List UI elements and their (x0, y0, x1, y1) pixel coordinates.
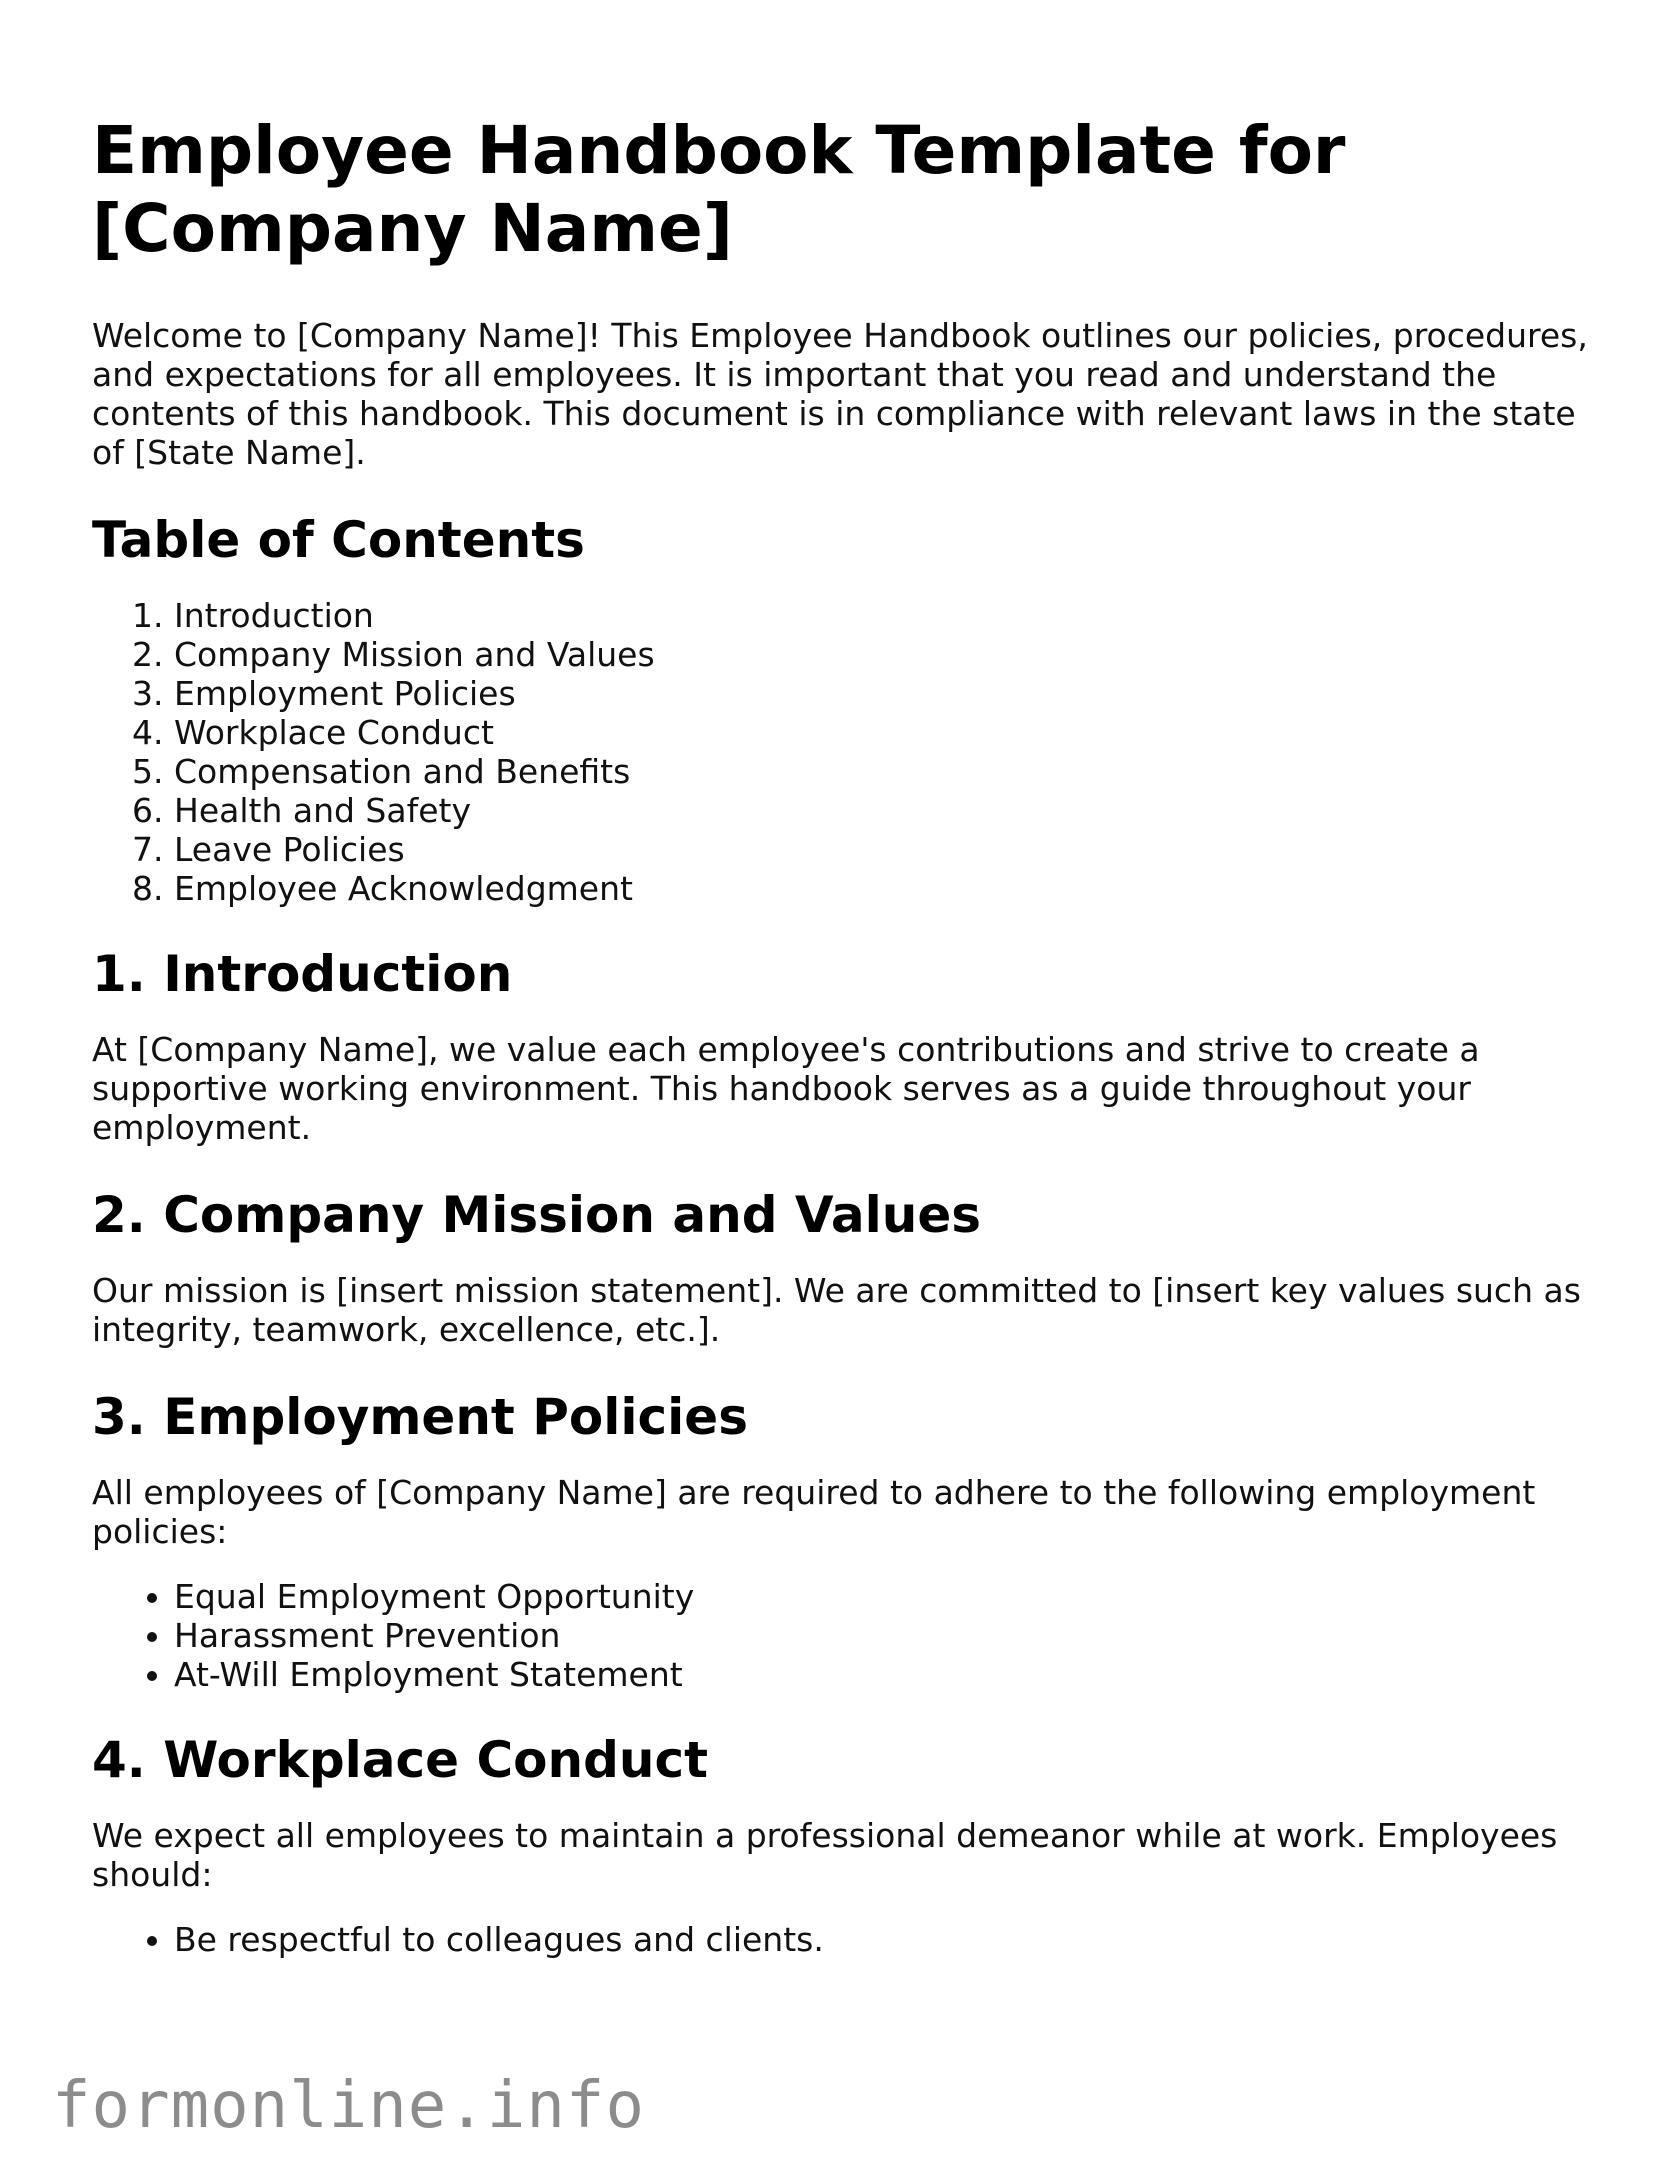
employment-policies-list (92, 1577, 1592, 1694)
toc-list (92, 596, 1592, 908)
toc-item: 2. Company Mission and Values (174, 635, 1592, 674)
document-page (92, 112, 1592, 1995)
toc-item: 8. Employee Acknowledgment (174, 869, 1592, 908)
toc-item: 4. Workplace Conduct (174, 713, 1592, 752)
section-body-mission: Our mission is [insert mission statement]. We are committed to [insert key values such as integrity, teamwork, excellence, etc.]. (92, 1271, 1581, 1349)
workplace-conduct-list (92, 1920, 1592, 1959)
section-heading-workplace-conduct: 4. Workplace Conduct (92, 1731, 709, 1789)
toc-item: 1. Introduction (174, 596, 1592, 635)
section-body-introduction: At [Company Name], we value each employee's contributions and strive to create a supportive working environment. This handbook serves as a guide throughout your employment. (92, 1030, 1480, 1147)
list-item: • Be respectful to colleagues and clients. (174, 1920, 1592, 1959)
section-body-workplace-conduct: We expect all employees to maintain a professional demeanor while at work. Employees should: (92, 1816, 1558, 1894)
section-heading-mission: 2. Company Mission and Values (92, 1186, 982, 1244)
section-heading-introduction: 1. Introduction (92, 945, 513, 1003)
toc-item: 7. Leave Policies (174, 830, 1592, 869)
intro-paragraph: Welcome to [Company Name]! This Employee Handbook outlines our policies, procedures, and expectations for all employees. It is important that you read and understand the contents of this handbook. This document is in compliance with relevant laws in the state of [State Name]. (92, 316, 1588, 472)
watermark: formonline.info (52, 2069, 645, 2143)
document-title: Employee Handbook Template for [Company Name] (92, 112, 1346, 267)
toc-item: 3. Employment Policies (174, 674, 1592, 713)
list-item: • Harassment Prevention (174, 1616, 1592, 1655)
toc-heading: Table of Contents (92, 511, 585, 569)
toc-item: 5. Compensation and Benefits (174, 752, 1592, 791)
section-heading-employment-policies: 3. Employment Policies (92, 1388, 748, 1446)
list-item: • Equal Employment Opportunity (174, 1577, 1592, 1616)
toc-item: 6. Health and Safety (174, 791, 1592, 830)
section-body-employment-policies: All employees of [Company Name] are required to adhere to the following employment policies: (92, 1473, 1536, 1551)
list-item: • At-Will Employment Statement (174, 1655, 1592, 1694)
